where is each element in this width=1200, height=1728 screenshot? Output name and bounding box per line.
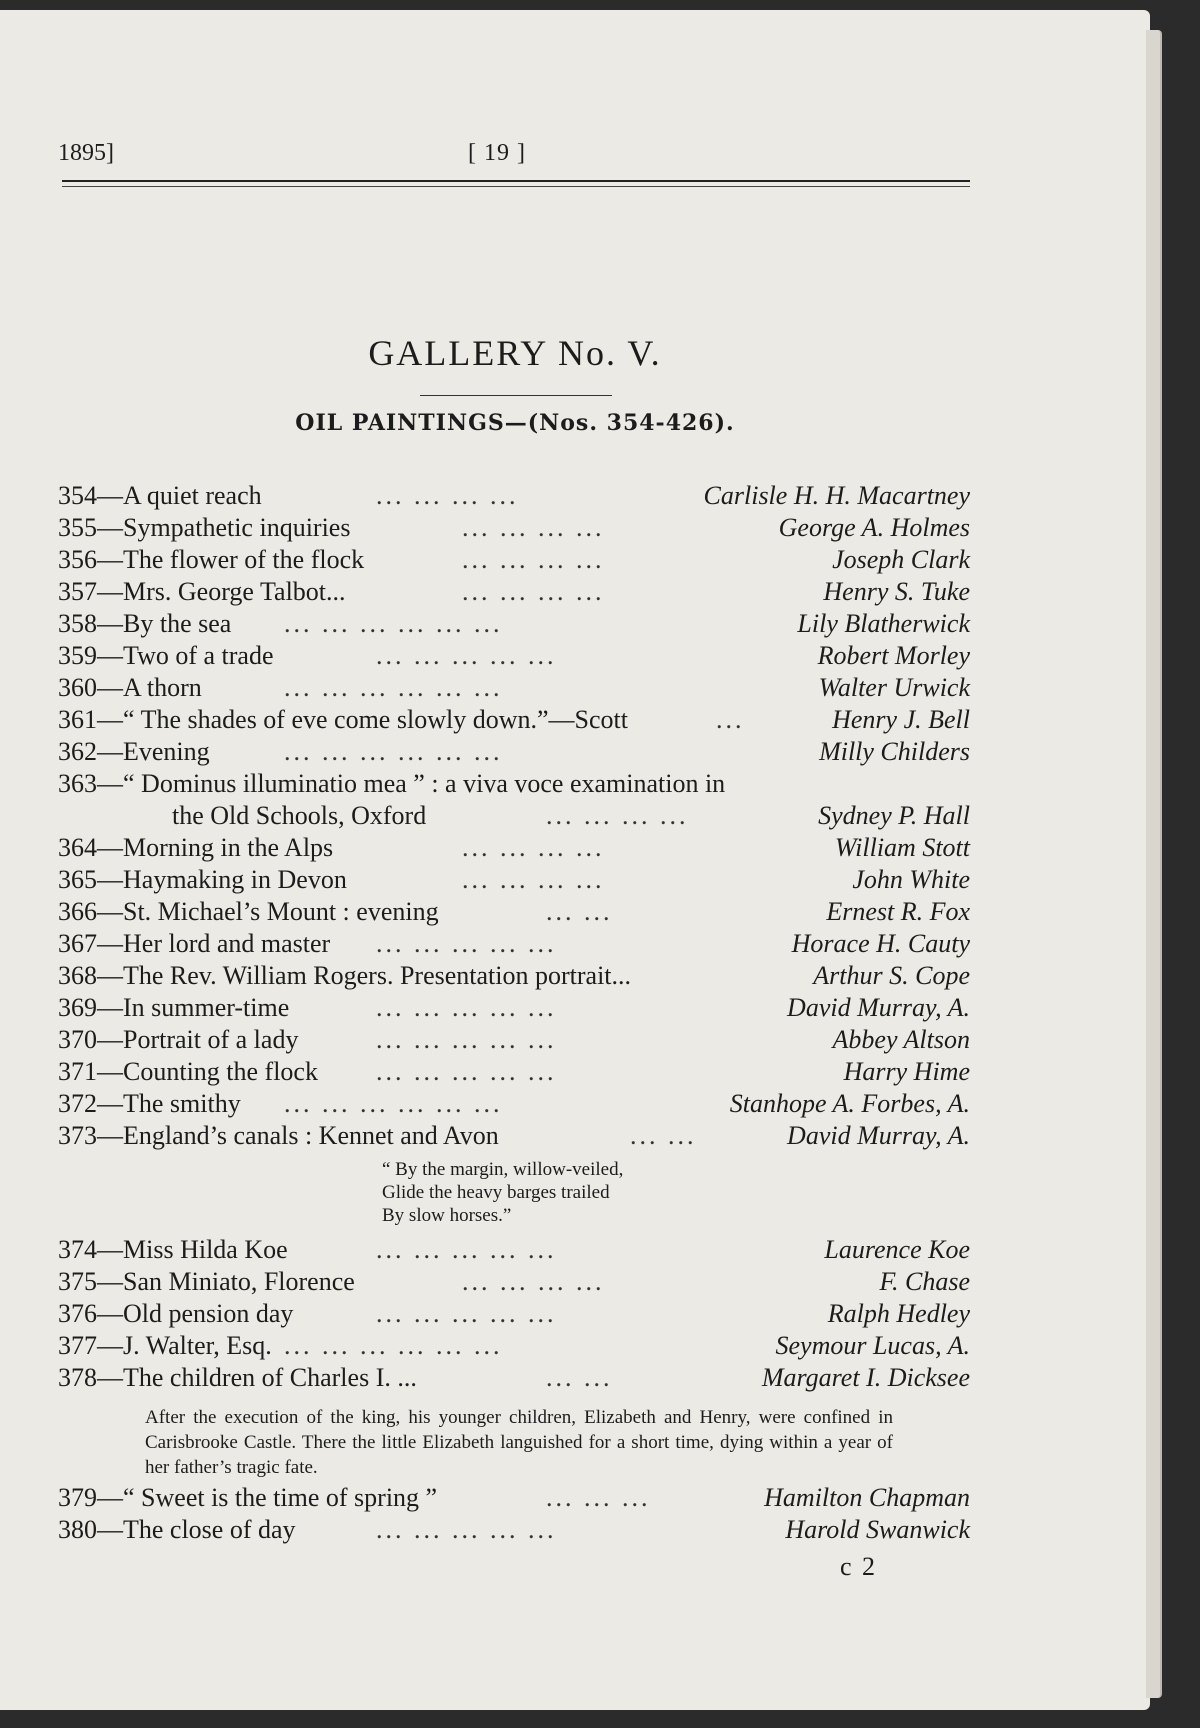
entry-title: 355—Sympathetic inquiries xyxy=(58,513,351,542)
entry-artist: Harold Swanwick xyxy=(785,1515,970,1544)
catalogue-entry xyxy=(58,1266,970,1298)
entry-artist: F. Chase xyxy=(879,1267,970,1296)
entry-title: 359—Two of a trade xyxy=(58,641,274,670)
header-rule xyxy=(62,180,970,182)
entry-artist: Laurence Koe xyxy=(824,1235,970,1264)
entry-artist: Ernest R. Fox xyxy=(826,897,970,926)
page-number: [ 19 ] xyxy=(468,140,526,166)
entry-leader-dots: ... ... ... ... xyxy=(462,865,605,894)
entry-title: 354—A quiet reach xyxy=(58,481,262,510)
entry-title: 378—The children of Charles I. ... xyxy=(58,1363,417,1392)
entry-title: 360—A thorn xyxy=(58,673,202,702)
entry-leader-dots: ... ... ... ... xyxy=(546,801,689,830)
entry-leader-dots: ... ... ... ... ... xyxy=(376,1515,557,1544)
entry-title: 361—“ The shades of eve come slowly down.”—Scott xyxy=(58,705,628,734)
entry-artist: Robert Morley xyxy=(817,641,970,670)
entry-leader-dots: ... ... ... ... ... xyxy=(376,1057,557,1086)
entry-leader-dots: ... ... ... ... ... ... xyxy=(284,673,503,702)
gallery-title: GALLERY No. V. xyxy=(368,333,662,373)
entry-artist: Joseph Clark xyxy=(832,545,970,574)
running-head-year: 1895] xyxy=(58,140,114,166)
page-edge xyxy=(1146,30,1162,1698)
entry-title: the Old Schools, Oxford xyxy=(172,801,427,830)
entry-leader-dots: ... ... xyxy=(546,897,613,926)
entry-leader-dots: ... ... ... ... xyxy=(376,481,519,510)
entry-title: 379—“ Sweet is the time of spring ” xyxy=(58,1483,438,1512)
entry-title: 375—San Miniato, Florence xyxy=(58,1267,355,1296)
entry-leader-dots: ... ... ... ... ... xyxy=(376,641,557,670)
entry-title: 367—Her lord and master xyxy=(58,929,331,958)
catalogue-entry xyxy=(58,768,970,800)
catalogue-entry xyxy=(58,1088,970,1120)
quote-line: Glide the heavy barges trailed xyxy=(382,1182,610,1203)
entry-title: 365—Haymaking in Devon xyxy=(58,865,347,894)
entry-title: 356—The flower of the flock xyxy=(58,545,365,574)
entry-leader-dots: ... xyxy=(716,705,745,734)
catalogue-entry xyxy=(58,992,970,1024)
entry-title: 376—Old pension day xyxy=(58,1299,294,1328)
entry-artist: Harry Hime xyxy=(843,1057,970,1086)
catalogue-entry xyxy=(58,928,970,960)
entry-title: 370—Portrait of a lady xyxy=(58,1025,299,1054)
entry-artist: George A. Holmes xyxy=(778,513,970,542)
catalogue-entry xyxy=(58,896,970,928)
entry-artist: John White xyxy=(852,865,970,894)
entry-artist: Seymour Lucas, A. xyxy=(775,1331,970,1360)
entry-artist: Carlisle H. H. Macartney xyxy=(703,481,970,510)
entry-leader-dots: ... ... ... ... ... xyxy=(376,993,557,1022)
entry-artist: Horace H. Cauty xyxy=(791,929,970,958)
entry-artist: David Murray, A. xyxy=(787,1121,970,1150)
quote-line: By slow horses.” xyxy=(382,1205,512,1226)
entry-378-note: After the execution of the king, his younger children, Elizabeth and Henry, were confined in Carisbrooke Castle. There the little Elizabeth languished for a short time, dying within a year of her father’s tragic fate. xyxy=(145,1407,893,1478)
entry-title: 358—By the sea xyxy=(58,609,232,638)
entry-leader-dots: ... ... xyxy=(630,1121,697,1150)
entry-artist: Stanhope A. Forbes, A. xyxy=(729,1089,970,1118)
catalogue-entry xyxy=(58,1056,970,1088)
entry-title: 371—Counting the flock xyxy=(58,1057,318,1086)
entry-leader-dots: ... ... xyxy=(546,1363,613,1392)
catalogue-entry xyxy=(58,640,970,672)
entry-title: 380—The close of day xyxy=(58,1515,296,1544)
entry-leader-dots: ... ... ... ... xyxy=(462,833,605,862)
entry-artist: Abbey Altson xyxy=(832,1025,970,1054)
entry-artist: Milly Childers xyxy=(819,737,970,766)
entry-artist: Henry S. Tuke xyxy=(823,577,970,606)
entry-artist: Hamilton Chapman xyxy=(764,1483,970,1512)
entry-artist: William Stott xyxy=(834,833,970,862)
catalogue-entry xyxy=(58,576,970,608)
section-title: OIL PAINTINGS—(Nos. 354-426). xyxy=(295,410,735,436)
catalogue-entry xyxy=(58,1482,970,1514)
catalogue-entry xyxy=(58,512,970,544)
catalogue-entry xyxy=(58,1298,970,1330)
entry-leader-dots: ... ... ... ... ... ... xyxy=(284,1089,503,1118)
entry-artist: Ralph Hedley xyxy=(827,1299,970,1328)
entry-leader-dots: ... ... ... ... xyxy=(462,1267,605,1296)
entry-leader-dots: ... ... ... ... ... xyxy=(376,1299,557,1328)
catalogue-entry-continued xyxy=(58,800,970,832)
entry-title: 372—The smithy xyxy=(58,1089,241,1118)
entry-leader-dots: ... ... ... ... ... ... xyxy=(284,1331,503,1360)
entry-leader-dots: ... ... ... ... ... xyxy=(376,929,557,958)
entry-leader-dots: ... ... ... ... xyxy=(462,577,605,606)
entry-373-quotation xyxy=(382,1158,742,1227)
entry-artist: Henry J. Bell xyxy=(832,705,970,734)
catalogue-entry xyxy=(58,480,970,512)
entry-title: 369—In summer-time xyxy=(58,993,290,1022)
signature-mark: c 2 xyxy=(840,1552,878,1581)
catalogue-entry xyxy=(58,672,970,704)
entry-title: 368—The Rev. William Rogers. Presentation portrait... xyxy=(58,961,632,990)
entry-title: 377—J. Walter, Esq. xyxy=(58,1331,272,1360)
entry-leader-dots: ... ... ... ... ... xyxy=(376,1025,557,1054)
catalogue-entry xyxy=(58,704,970,736)
entry-artist: Walter Urwick xyxy=(818,673,970,702)
catalogue-entry xyxy=(58,960,970,992)
entry-leader-dots: ... ... ... ... xyxy=(462,545,605,574)
catalogue-entry xyxy=(58,1234,970,1266)
entry-title: 366—St. Michael’s Mount : evening xyxy=(58,897,439,926)
catalogue-entry xyxy=(58,1330,970,1362)
catalogue-entry xyxy=(58,1362,970,1394)
entry-leader-dots: ... ... ... xyxy=(546,1483,651,1512)
entry-artist: Arthur S. Cope xyxy=(813,961,970,990)
catalogue-entry xyxy=(58,832,970,864)
entry-leader-dots: ... ... ... ... ... ... xyxy=(284,737,503,766)
entry-title: 374—Miss Hilda Koe xyxy=(58,1235,288,1264)
entry-leader-dots: ... ... ... ... ... ... xyxy=(284,609,503,638)
header-rule-thin xyxy=(62,186,970,187)
catalogue-entry xyxy=(58,544,970,576)
catalogue-entry xyxy=(58,736,970,768)
catalogue-entry xyxy=(58,1120,970,1152)
entry-artist: Lily Blatherwick xyxy=(797,609,970,638)
catalogue-entry xyxy=(58,864,970,896)
entry-artist: David Murray, A. xyxy=(787,993,970,1022)
entry-title: 373—England’s canals : Kennet and Avon xyxy=(58,1121,499,1150)
catalogue-entry xyxy=(58,1514,970,1546)
entry-title: 364—Morning in the Alps xyxy=(58,833,334,862)
quote-line: “ By the margin, willow-veiled, xyxy=(382,1159,624,1180)
catalogue-entry xyxy=(58,608,970,640)
running-head xyxy=(58,140,972,174)
entry-leader-dots: ... ... ... ... xyxy=(462,513,605,542)
entry-artist: Margaret I. Dicksee xyxy=(761,1363,970,1392)
entry-artist: Sydney P. Hall xyxy=(818,801,970,830)
catalogue-entry xyxy=(58,1024,970,1056)
entry-leader-dots: ... ... ... ... ... xyxy=(376,1235,557,1264)
entry-title: 357—Mrs. George Talbot... xyxy=(58,577,346,606)
entry-title: 363—“ Dominus illuminatio mea ” : a viva voce examination in xyxy=(58,769,726,798)
entry-title: 362—Evening xyxy=(58,737,210,766)
title-rule xyxy=(420,395,612,396)
